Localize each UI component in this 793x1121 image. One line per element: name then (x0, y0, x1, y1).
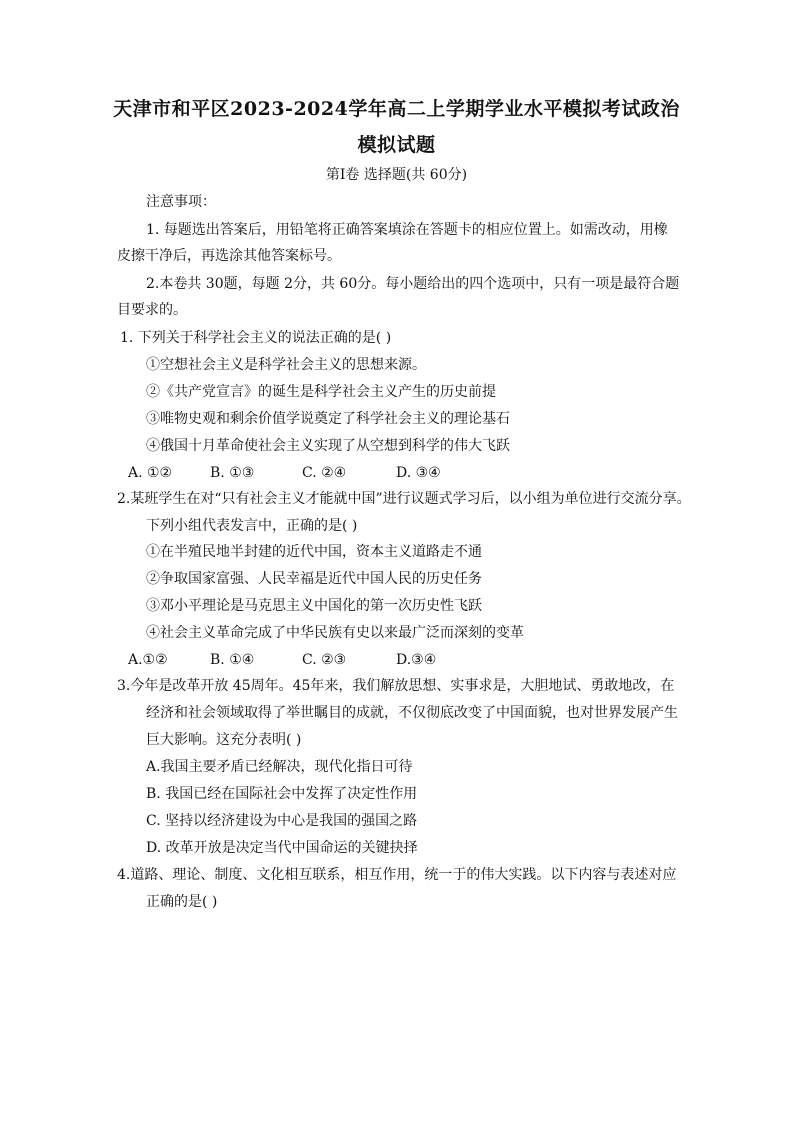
question-2-item-1: ①在半殖民地半封建的近代中国，资本主义道路走不通 (146, 544, 482, 560)
question-3-option-c: C. 坚持以经济建设为中心是我国的强国之路 (146, 813, 418, 829)
question-4-stem-line-2: 正确的是( ) (146, 894, 218, 910)
question-3-stem-line-2: 经济和社会领域取得了举世瞩目的成就，不仅彻底改变了中国面貌，也对世界发展产生 (146, 705, 678, 721)
question-2-option-a: A.①② (128, 652, 168, 668)
question-1-item-4: ④俄国十月革命使社会主义实现了从空想到科学的伟大飞跃 (146, 438, 510, 454)
question-2-item-4: ④社会主义革命完成了中华民族有史以来最广泛而深刻的变革 (146, 625, 524, 641)
document-title-line-2: 模拟试题 (357, 134, 436, 156)
question-2-option-b: B. ①④ (210, 652, 255, 668)
note-1-line-2: 皮擦干净后，再选涂其他答案标号。 (117, 248, 341, 264)
question-3-option-b: B. 我国已经在国际社会中发挥了决定性作用 (146, 786, 418, 802)
question-2-stem-line-2: 下列小组代表发言中，正确的是( ) (146, 518, 358, 534)
question-1-option-d: D. ③④ (396, 465, 441, 481)
question-2-options (128, 651, 528, 669)
question-1-option-c: C. ②④ (302, 465, 347, 481)
question-1-item-3: ③唯物史观和剩余价值学说奠定了科学社会主义的理论基石 (146, 411, 510, 427)
section-heading: 第Ⅰ卷 选择题(共 60分) (325, 167, 468, 183)
note-2-line-1: 2.本卷共 30题，每题 2分，共 60分。每小题给出的四个选项中，只有一项是最符合题 (146, 276, 680, 292)
question-2-item-3: ③邓小平理论是马克思主义中国化的第一次历史性飞跃 (146, 598, 482, 614)
question-2-item-2: ②争取国家富强、人民幸福是近代中国人民的历史任务 (146, 571, 482, 587)
note-2-line-2: 目要求的。 (117, 302, 187, 318)
question-2-option-d: D.③④ (396, 652, 437, 668)
question-3-option-a: A.我国主要矛盾已经解决，现代化指日可待 (146, 759, 413, 775)
question-3-stem-line-1: 3.今年是改革开放 45周年。45年来，我们解放思想、实事求是，大胆地试、勇敢地改，在 (117, 678, 675, 694)
question-2-option-c: C. ②③ (302, 652, 347, 668)
question-1-option-b: B. ①③ (210, 465, 255, 481)
question-4-stem-line-1: 4.道路、理论、制度、文化相互联系，相互作用，统一于的伟大实践。以下内容与表述对应 (117, 867, 677, 883)
notes-heading: 注意事项： (146, 194, 216, 210)
question-2-stem-line-1: 2.某班学生在对“只有社会主义才能就中国”进行议题式学习后，以小组为单位进行交流分享。 (117, 491, 691, 507)
question-3-option-d: D. 改革开放是决定当代中国命运的关键抉择 (146, 840, 418, 856)
question-3-stem-line-3: 巨大影响。这充分表明( ) (146, 732, 302, 748)
document-title-line-1: 天津市和平区2023-2024学年高二上学期学业水平模拟考试政治 (113, 98, 680, 120)
question-1-option-a: A. ①② (128, 465, 173, 481)
note-1-line-1: 1. 每题选出答案后，用铅笔将正确答案填涂在答题卡的相应位置上。如需改动，用橡 (146, 222, 668, 238)
question-1-item-1: ①空想社会主义是科学社会主义的思想来源。 (146, 357, 426, 373)
question-1-options (128, 464, 528, 482)
question-1-item-2: ②《共产党宣言》的诞生是科学社会主义产生的历史前提 (146, 384, 496, 400)
question-1-stem: 1. 下列关于科学社会主义的说法正确的是( ) (120, 330, 392, 346)
